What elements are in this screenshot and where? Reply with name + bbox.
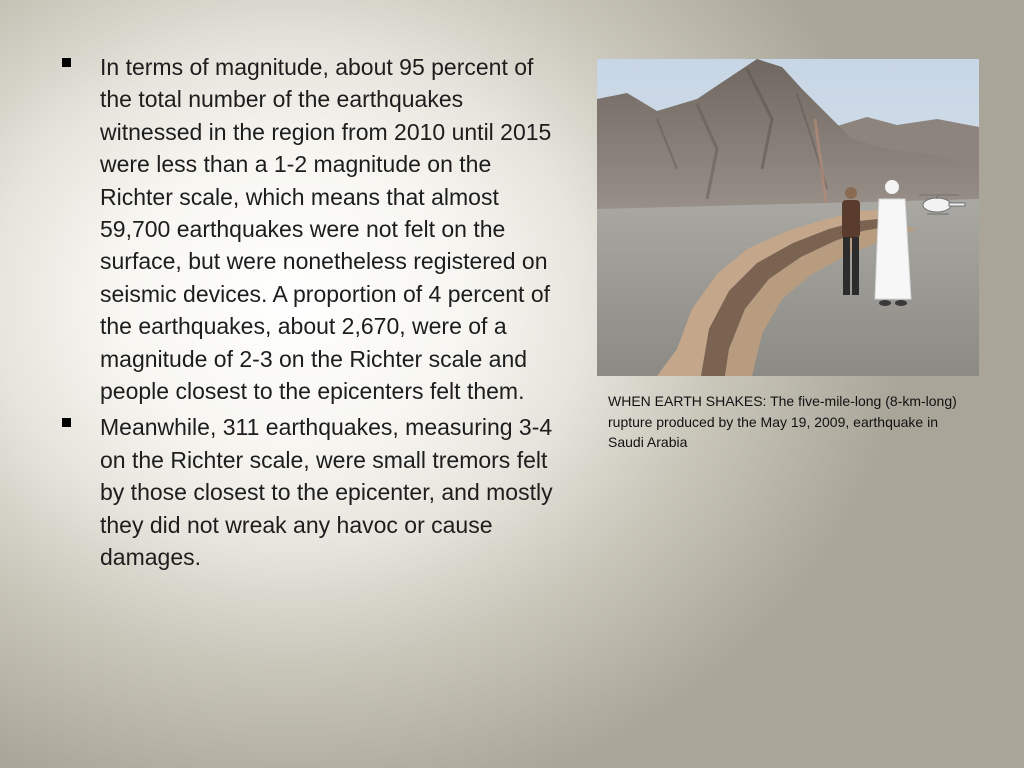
bullet-list xyxy=(62,51,558,578)
bullet-item xyxy=(62,411,558,573)
bullet-item xyxy=(62,51,558,407)
bullet-text: Meanwhile, 311 earthquakes, measuring 3-4 on the Richter scale, were small tremors felt by those closest to the epicenter, and mostly they did not wreak any havoc or cause damages. xyxy=(100,414,553,571)
square-bullet-icon xyxy=(62,58,71,67)
earthquake-rupture-photo xyxy=(597,59,979,376)
photo-caption: WHEN EARTH SHAKES: The five-mile-long (8-km-long) rupture produced by the May 19, 2009, earthquake in Saudi Arabia xyxy=(608,393,957,450)
square-bullet-icon xyxy=(62,418,71,427)
bullet-text: In terms of magnitude, about 95 percent of the total number of the earthquakes witnessed in the region from 2010 until 2015 were less than a 1-2 magnitude on the Richter scale, which means that almost 59,700 earthquakes were not felt on the surface, but were nonetheless registered on seismic devices. A proportion of 4 percent of the earthquakes, about 2,670, were of a magnitude of 2-3 on the Richter scale and people closest to the epicenters felt them. xyxy=(100,54,552,405)
